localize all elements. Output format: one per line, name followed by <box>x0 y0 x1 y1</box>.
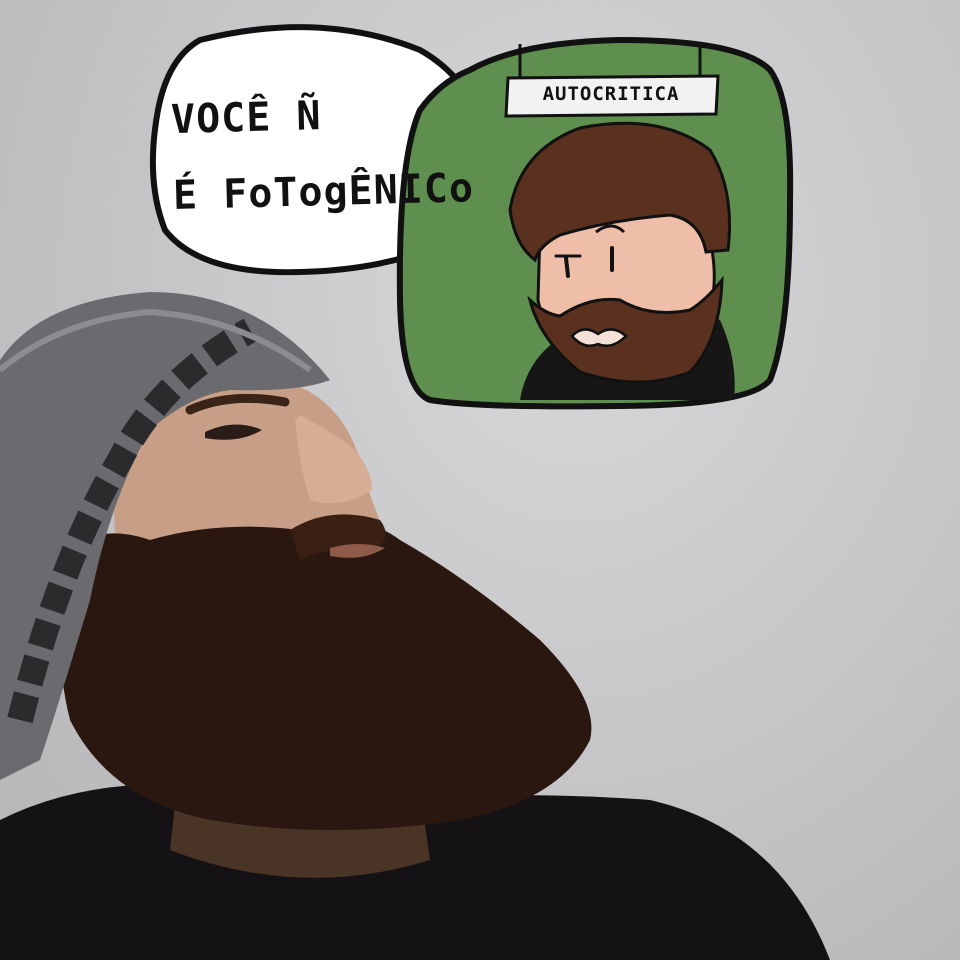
beard <box>60 522 591 830</box>
speech-line-1: VOCÊ Ñ <box>170 93 323 144</box>
speech-line-2: É FoTogÊNICo <box>172 165 475 220</box>
panel-sign-label: AUTOCRITICA <box>542 83 680 105</box>
cartoon-mustache <box>572 329 626 345</box>
speech-bubble-text <box>170 74 484 234</box>
